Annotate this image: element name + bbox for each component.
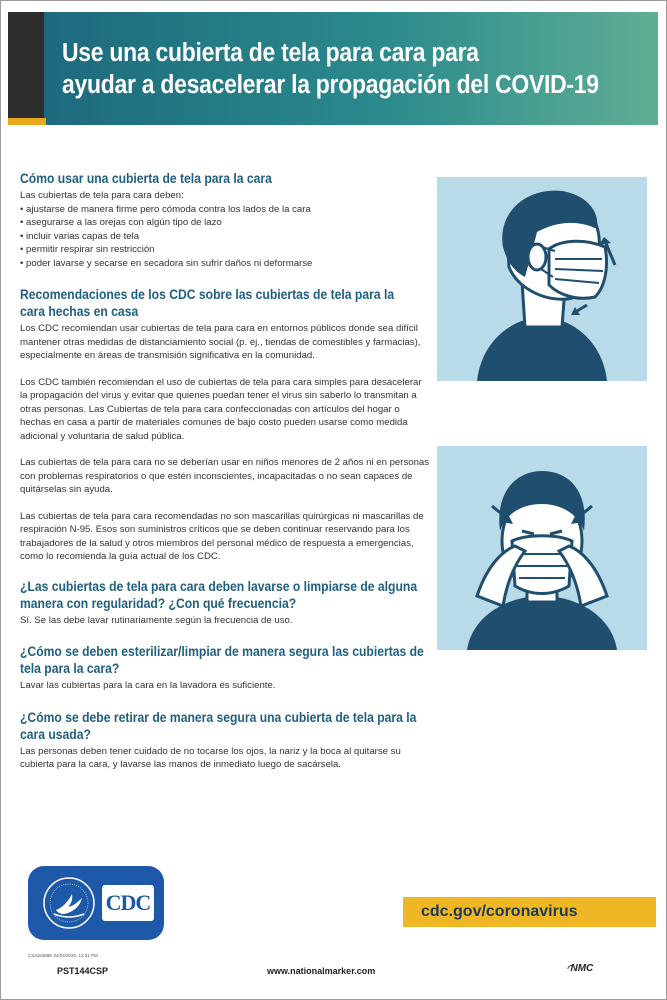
hhs-eagle-seal-icon [42, 876, 96, 930]
section-cdc-recs-title: Recomendaciones de los CDC sobre las cubiertas de tela para la cara hechas en casa [20, 287, 395, 319]
section-how-to-body [20, 189, 430, 270]
paragraph: Los CDC recomiendan usar cubiertas de tela para cara en entornos públicos donde sea difícil mantener otras medidas de distanciamiento social (p. ej., tiendas de comestibles y farmacias), especialmente en áreas de transmisión significativa en la comunidad. [20, 323, 421, 361]
cdc-url-banner [403, 897, 656, 927]
section-sterilize-body: Lavar las cubiertas para la cara en la lavadora es suficiente. [20, 680, 276, 691]
product-code: PST144CSP [57, 966, 109, 976]
reference-code: CS316358E 04/04/2020, 12:21 PM [28, 953, 98, 958]
mask-front-illustration [437, 446, 647, 650]
main-content [20, 170, 430, 782]
list-item: • incluir varias capas de tela [20, 230, 430, 244]
poster-title [62, 37, 599, 101]
section-how-to [20, 170, 430, 270]
section-remove-title: ¿Cómo se debe retirar de manera segura una cubierta de tela para la cara usada? [20, 709, 417, 742]
header-accent-bar [8, 12, 44, 125]
header-title-panel [44, 12, 658, 125]
section-cdc-recs-body [20, 322, 430, 564]
paragraph: Las cubiertas de tela para cara recomendadas no son mascarillas quirúrgicas ni mascarillas de respiración N-95. Esos son suministros críticos que se deben continuar reservando para los trabajadores de la salud y otros miembros del personal médico de respuesta a emergencias, como lo recomienda la guía actual de los CDC. [20, 510, 424, 562]
person-adjusting-mask-front-view-icon [437, 446, 647, 650]
nmc-brand-text: NMC [570, 963, 594, 974]
section-how-to-title: Cómo usar una cubierta de tela para la cara [20, 171, 272, 186]
section-wash [20, 578, 430, 628]
section-sterilize-title: ¿Cómo se deben esterilizar/limpiar de manera segura las cubiertas de tela para la cara? [20, 644, 424, 676]
poster-title-line2: ayudar a desacelerar la propagación del COVID-19 [61, 70, 599, 99]
section-remove [20, 709, 430, 772]
nmc-brand [567, 963, 593, 974]
list-item: • poder lavarse y secarse en secadora sin sufrir daños ni deformarse [20, 257, 430, 271]
cdc-logo [28, 866, 164, 940]
poster-header [8, 12, 658, 125]
paragraph: Los CDC también recomiendan el uso de cubiertas de tela para cara simples para desacelerar la propagación del virus y evitar que quienes puedan tener el virus sin saberlo lo transmitan a otras personas. Las Cubiertas de tela para cara confeccionadas con artículos del hogar o hechas en casa a partir de materiales comunes de bajo costo pueden usarse como medida adicional y voluntaria de salud pública. [20, 376, 422, 442]
section-how-to-intro: Las cubiertas de tela para cara deben: [20, 190, 184, 201]
mask-side-illustration [437, 177, 647, 381]
list-item: • asegurarse a las orejas con algún tipo de lazo [20, 216, 430, 230]
list-item: • permitir respirar sin restricción [20, 243, 430, 257]
nmc-swoosh-icon: ◜ [567, 963, 571, 973]
list-item: • ajustarse de manera firme pero cómoda contra los lados de la cara [20, 203, 430, 217]
website-text: www.nationalmarker.com [267, 966, 376, 976]
section-how-to-list [20, 203, 430, 271]
poster-title-line1: Use una cubierta de tela para cara para [61, 38, 479, 67]
paragraph: Las cubiertas de tela para cara no se deberían usar en niños menores de 2 años ni en personas con problemas respiratorios o que estén inconscientes, incapacitadas o no sean capaces de quitárselas sin ayuda. [20, 457, 430, 495]
section-sterilize [20, 643, 430, 693]
section-wash-body: Sí. Se las debe lavar rutinariamente según la frecuencia de uso. [20, 614, 293, 626]
section-remove-body: Las personas deben tener cuidado de no tocarse los ojos, la nariz y la boca al quitarse su cubierta para la cara, y lavarse las manos de inmediato luego de sacársela. [20, 745, 401, 770]
section-cdc-recs [20, 286, 430, 564]
cdc-wordmark [102, 885, 154, 921]
section-wash-title: ¿Las cubiertas de tela para cara deben lavarse o limpiarse de alguna manera con regularidad? ¿Con qué frecuencia? [20, 578, 418, 611]
cdc-url-text: cdc.gov/coronavirus [421, 903, 578, 920]
person-wearing-mask-side-view-icon [437, 177, 647, 381]
cdc-wordmark-text: CDC [105, 890, 151, 915]
